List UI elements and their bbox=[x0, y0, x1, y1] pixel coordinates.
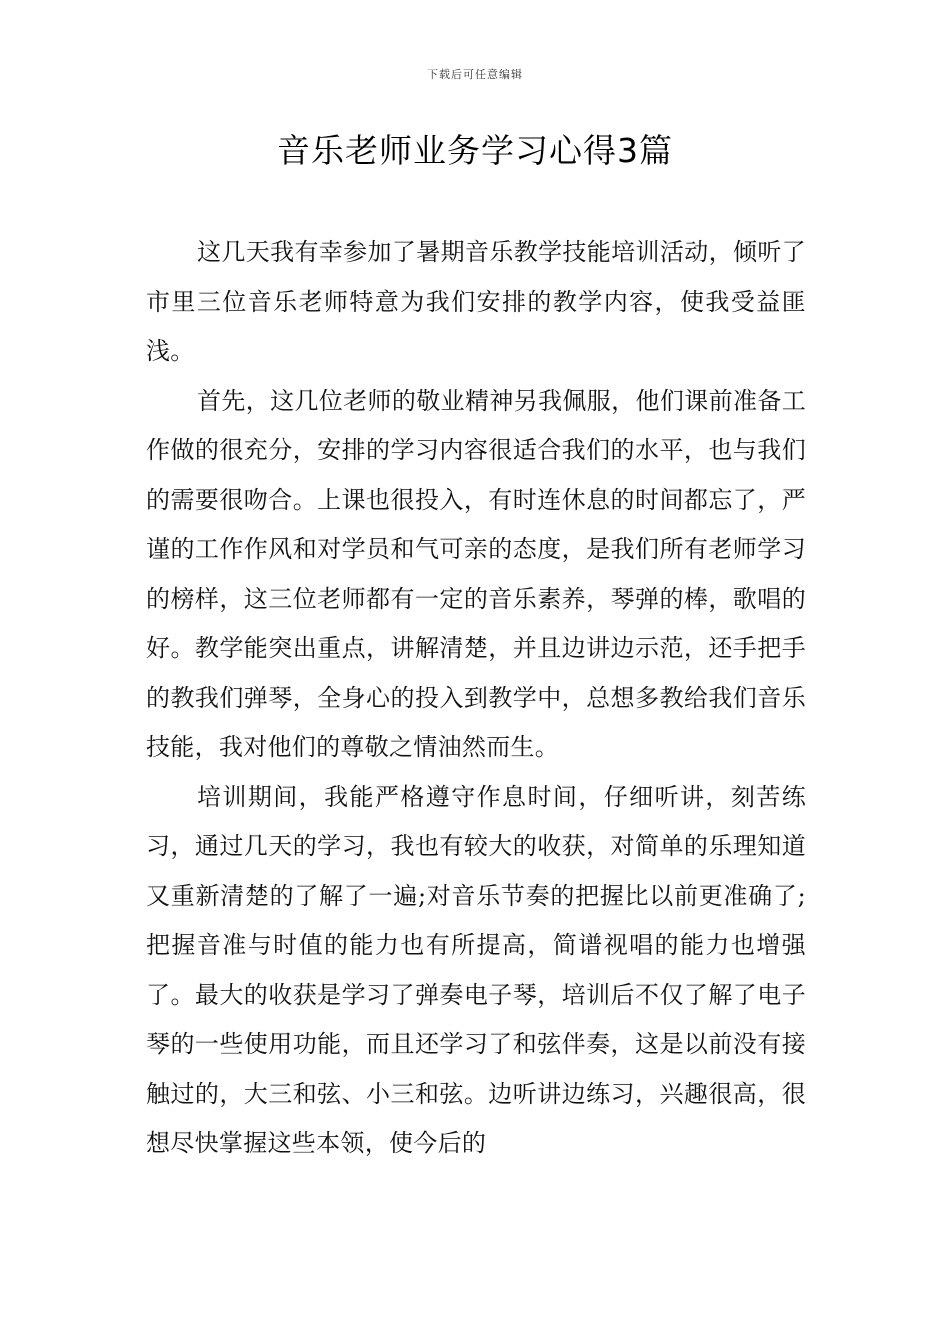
paragraph: 首先，这几位老师的敬业精神另我佩服，他们课前准备工作做的很充分，安排的学习内容很适合我们的水平，也与我们的需要很吻合。上课也很投入，有时连休息的时间都忘了，严谨的工作作风和对学员和气可亲的态度，是我们所有老师学习的榜样，这三位老师都有一定的音乐素养，琴弹的棒，歌唱的好。教学能突出重点，讲解清楚，并且边讲边示范，还手把手的教我们弹琴，全身心的投入到教学中，总想多教给我们音乐技能，我对他们的尊敬之情油然而生。 bbox=[146, 386, 806, 761]
header-note: 下载后可任意编辑 bbox=[427, 68, 523, 81]
paragraph: 培训期间，我能严格遵守作息时间，仔细听讲，刻苦练习，通过几天的学习，我也有较大的收获，对简单的乐理知道又重新清楚的了解了一遍;对音乐节奏的把握比以前更准确了;把握音准与时值的能力也有所提高，简谱视唱的能力也增强了。最大的收获是学习了弹奏电子琴，培训后不仅了解了电子琴的一些使用功能，而且还学习了和弦伴奏，这是以前没有接触过的，大三和弦、小三和弦。边听讲边练习，兴趣很高，很想尽快掌握这些本领，使今后的 bbox=[146, 782, 806, 1157]
document-body bbox=[146, 228, 806, 1169]
document-title: 音乐老师业务学习心得3篇 bbox=[277, 131, 673, 170]
paragraph: 这几天我有幸参加了暑期音乐教学技能培训活动，倾听了市里三位音乐老师特意为我们安排的教学内容，使我受益匪浅。 bbox=[146, 238, 806, 365]
